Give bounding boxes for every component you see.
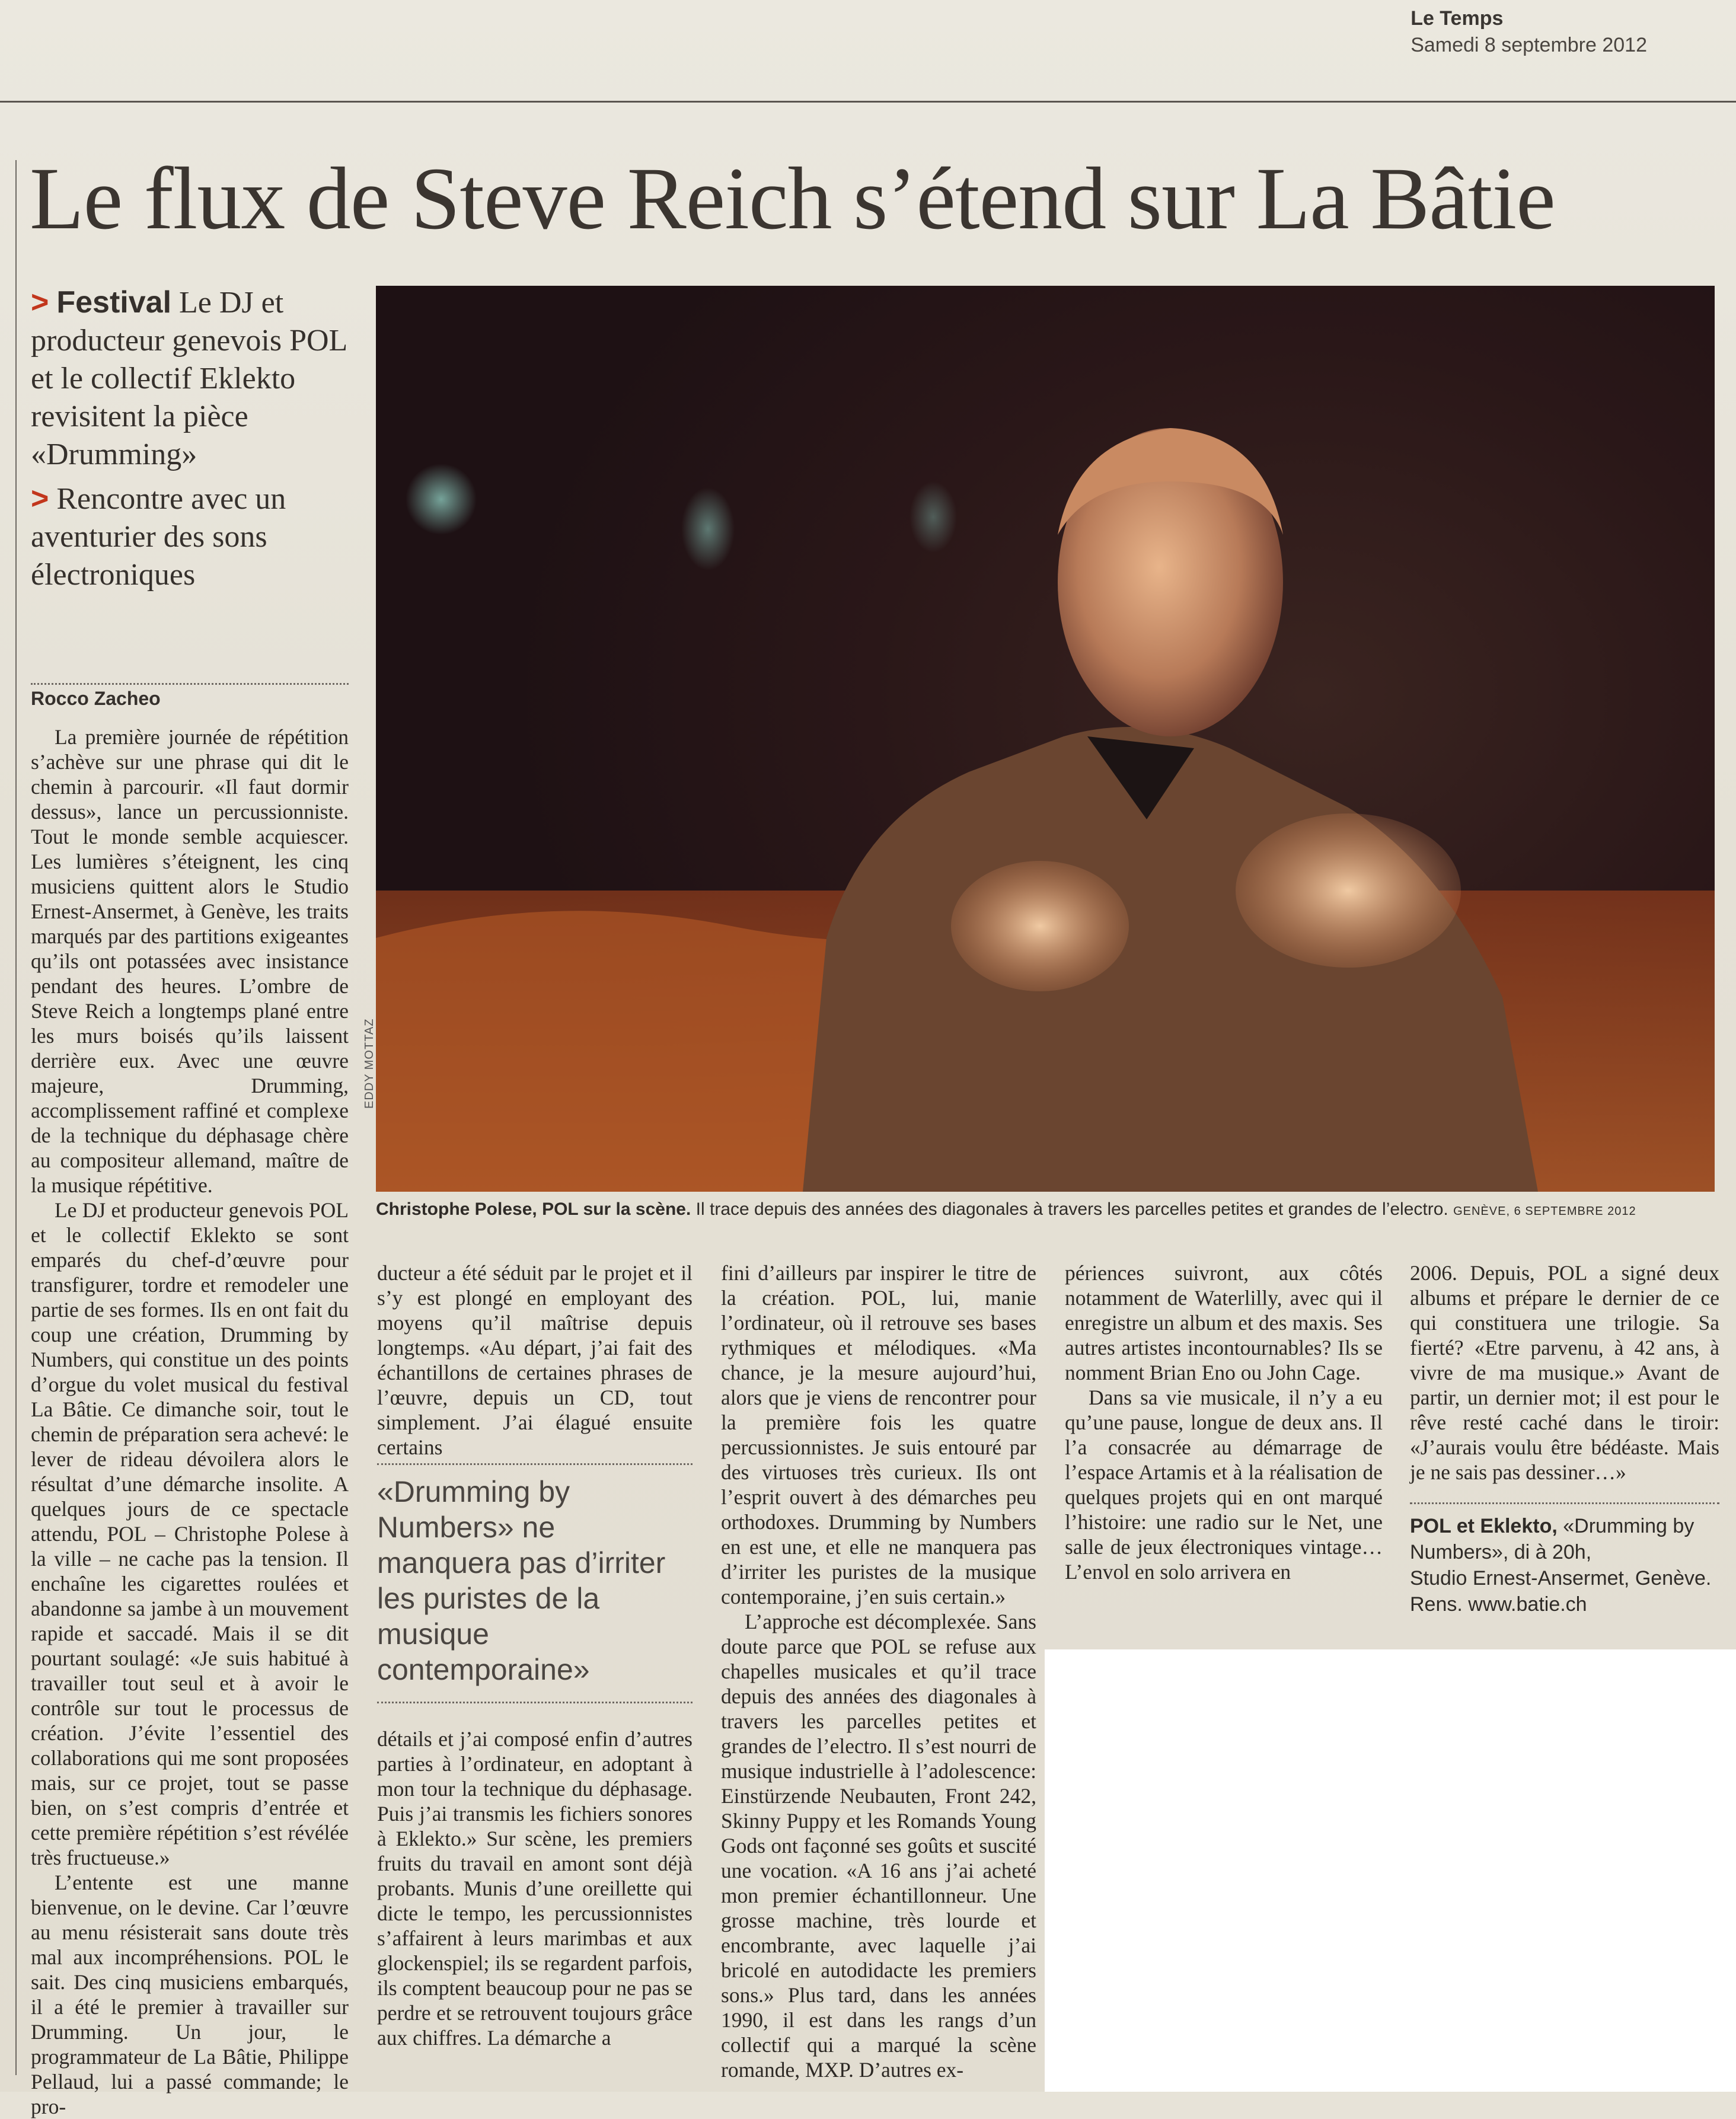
- paragraph: L’approche est décomplexée. Sans doute parce que POL se refuse aux chapelles musicales et qu’il trace depuis des années des diagonales à travers les parcelles petites et grandes de l’electro. Il s’est nourri de musique industrielle à l’adolescence: Einstürzende Neubauten, Front 242, Skinny Puppy et les Romands Young Gods ont façonné ses goûts et suscité une vocation. «A 16 ans j’ai acheté mon premier échantillonneur. Une grosse machine, très lourde et encombrante, avec laquelle j’ai bricolé en autodidacte les premiers sons.» Plus tard, dans les années 1990, il est dans les rangs d’un collectif qui a marqué la scène romande, MXP. D’autres ex-: [721, 1610, 1036, 2082]
- article-column-2-bottom: [377, 1727, 693, 2087]
- arrow-icon: >: [31, 285, 49, 320]
- deck-item-2: Rencontre avec un aventurier des sons électroniques: [31, 482, 286, 592]
- caption-place-date: GENÈVE, 6 SEPTEMBRE 2012: [1453, 1205, 1636, 1218]
- publication-name: Le Temps: [1410, 7, 1504, 30]
- publication-date: Samedi 8 septembre 2012: [1410, 34, 1647, 56]
- paragraph: La première journée de répétition s’achève sur une phrase qui dit le chemin à parcourir. «Il faut dormir dessus», lance un percussionniste. Tout le monde semble acquiescer. Les lumières s’éteignent, les cinq musiciens quittent alors le Studio Ernest-Ansermet, à Genève, les traits marqués par des partitions exigeantes qu’ils ont potassées avec insistance pendant des heures. L’ombre de Steve Reich a longtemps plané entre les murs boisés qu’ils laissent derrière eux. Avec une œuvre majeure, Drumming, accomplissement raffiné et complexe de la technique du déphasage chère au compositeur allemand, maître de la musique répétitive.: [31, 725, 349, 1197]
- event-title: POL et Eklekto,: [1410, 1515, 1558, 1537]
- info-box-rule: [1410, 1502, 1719, 1504]
- top-rule: [0, 101, 1736, 103]
- pullquote-bottom-rule: [377, 1702, 693, 1703]
- pullquote-top-rule: [377, 1463, 693, 1465]
- event-line-2: Studio Ernest-Ansermet, Genève.: [1410, 1567, 1712, 1590]
- paragraph: fini d’ailleurs par inspirer le titre de la création. POL, lui, manie l’ordinateur, où il retrouve ses bases rythmiques et mélodiques. «Ma chance, je la mesure aujourd’hui, alors que je viens de rencontrer pour la première fois les quatre percussionnistes. Je suis entouré par des virtuoses très curieux. Ils ont l’esprit ouvert à des démarches peu orthodoxes. Drumming by Numbers en est une, et elle ne manquera pas d’irriter les puristes de la musique contemporaine, j’en suis certain.»: [721, 1261, 1036, 1609]
- article-column-1: [31, 725, 349, 2118]
- paragraph: L’entente est une manne bienvenue, on le devine. Car l’œuvre au menu résisterait sans doute très mal aux incompréhensions. POL le sait. Des cinq musiciens embarqués, il a été le premier à travailler sur Drumming. Un jour, le programmateur de La Bâtie, Philippe Pellaud, lui a passé commande; le pro-: [31, 1871, 349, 2118]
- caption-text: Il trace depuis des années des diagonales à travers les parcelles petites et grandes de l’electro.: [695, 1199, 1448, 1219]
- arrow-icon: >: [31, 481, 49, 516]
- photo-credit: EDDY MOTTAZ: [363, 1018, 376, 1109]
- kicker: Festival: [56, 285, 172, 320]
- paragraph: détails et j’ai composé enfin d’autres parties à l’ordinateur, en adoptant à mon tour la technique du déphasage. Puis j’ai transmis les fichiers sonores à Eklekto.» Sur scène, les premiers fruits du travail en amont sont déjà probants. Munis d’une oreillette qui dicte le tempo, les percussionnistes s’affairent à leurs marimbas et aux glockenspiel; ils se regardent parfois, ils comptent beaucoup pour ne pas se perdre et se retrouvent toujours grâce aux chiffres. La démarche a: [377, 1727, 693, 2050]
- article-column-4: [1065, 1260, 1383, 1628]
- left-margin-rule: [15, 160, 17, 2075]
- paragraph: périences suivront, aux côtés notamment de Waterlilly, avec qui il enregistre un album et des maxis. Ses autres artistes incontournables? Ils se nomment Brian Eno ou John Cage.: [1065, 1261, 1383, 1384]
- paragraph: 2006. Depuis, POL a signé deux albums et prépare le dernier de ce qui constituera une trilogie. Sa fierté? «Etre parvenu, à 42 ans, à vivre de ma musique.» Avant de partir, un dernier mot; il est pour le rêve resté caché dans le tiroir: «J’aurais voulu être bédéaste. Mais je ne sais pas dessiner…»: [1410, 1261, 1719, 1484]
- photo-illustration: [376, 286, 1715, 1192]
- masthead: [1410, 5, 1647, 58]
- byline-divider: [31, 683, 349, 685]
- byline: Rocco Zacheo: [31, 688, 161, 709]
- headline: Le flux de Steve Reich s’étend sur La Bâtie: [30, 149, 1555, 248]
- event-line-3: Rens. www.batie.ch: [1410, 1593, 1587, 1616]
- article-column-3: [721, 1260, 1036, 2088]
- event-line-1: «Drumming by Numbers», di à 20h,: [1410, 1515, 1694, 1563]
- caption-subject: Christophe Polese, POL sur la scène.: [376, 1199, 691, 1219]
- photo-caption: [376, 1198, 1722, 1223]
- event-info-box: [1410, 1513, 1718, 1617]
- paragraph: Le DJ et producteur genevois POL et le collectif Eklekto se sont emparés du chef-d’œuvre pour transfigurer, tordre et remodeler une partie de ses formes. Ils en ont fait du coup une création, Drumming by Numbers, qui constitue un des points d’orgue du volet musical du festival La Bâtie. Ce dimanche soir, tout le chemin de préparation sera achevé: le lever de rideau dévoilera alors le résultat d’une démarche insolite. A quelques jours de ce spectacle attendu, POL – Christophe Polese à la ville – ne cache pas la tension. Il enchaîne les cigarettes roulées et abandonne sa jambe à un mouvement rapide et saccadé. Mais il se dit pourtant soulagé: «Je suis habitué à travailler tout seul et à avoir le contrôle sur tout le processus de création. J’évite l’essentiel des collaborations qui me sont proposées mais, sur ce projet, tout se passe bien, on s’est compris d’entrée et cette première répétition s’est révélée très fructueuse.»: [31, 1198, 349, 1869]
- article-column-5: [1410, 1260, 1719, 1498]
- portrait-photo: [376, 286, 1715, 1192]
- blank-area: [1045, 1649, 1736, 2092]
- pull-quote: «Drumming by Numbers» ne manquera pas d’irriter les puristes de la musique contemporaine»: [377, 1475, 666, 1686]
- deck-item-1: Le DJ et producteur genevois POL et le collectif Eklekto revisitent la pièce «Drumming»: [31, 286, 347, 471]
- deck: [31, 283, 351, 600]
- paragraph: ducteur a été séduit par le projet et il s’y est plongé en employant des moyens qu’il maîtrise depuis longtemps. «Au départ, j’ai fait des échantillons de certaines phrases de l’œuvre, depuis un CD, tout simplement. J’ai élagué ensuite certains: [377, 1261, 693, 1459]
- paragraph: Dans sa vie musicale, il n’y a eu qu’une pause, longue de deux ans. Il l’a consacrée au démarrage de l’espace Artamis et à la réalisation de quelques projets qui en ont marqué l’histoire: une radio sur le Net, une salle de jeux électroniques vintage… L’envol en solo arrivera en: [1065, 1386, 1383, 1584]
- article-column-2-top: [377, 1260, 693, 1459]
